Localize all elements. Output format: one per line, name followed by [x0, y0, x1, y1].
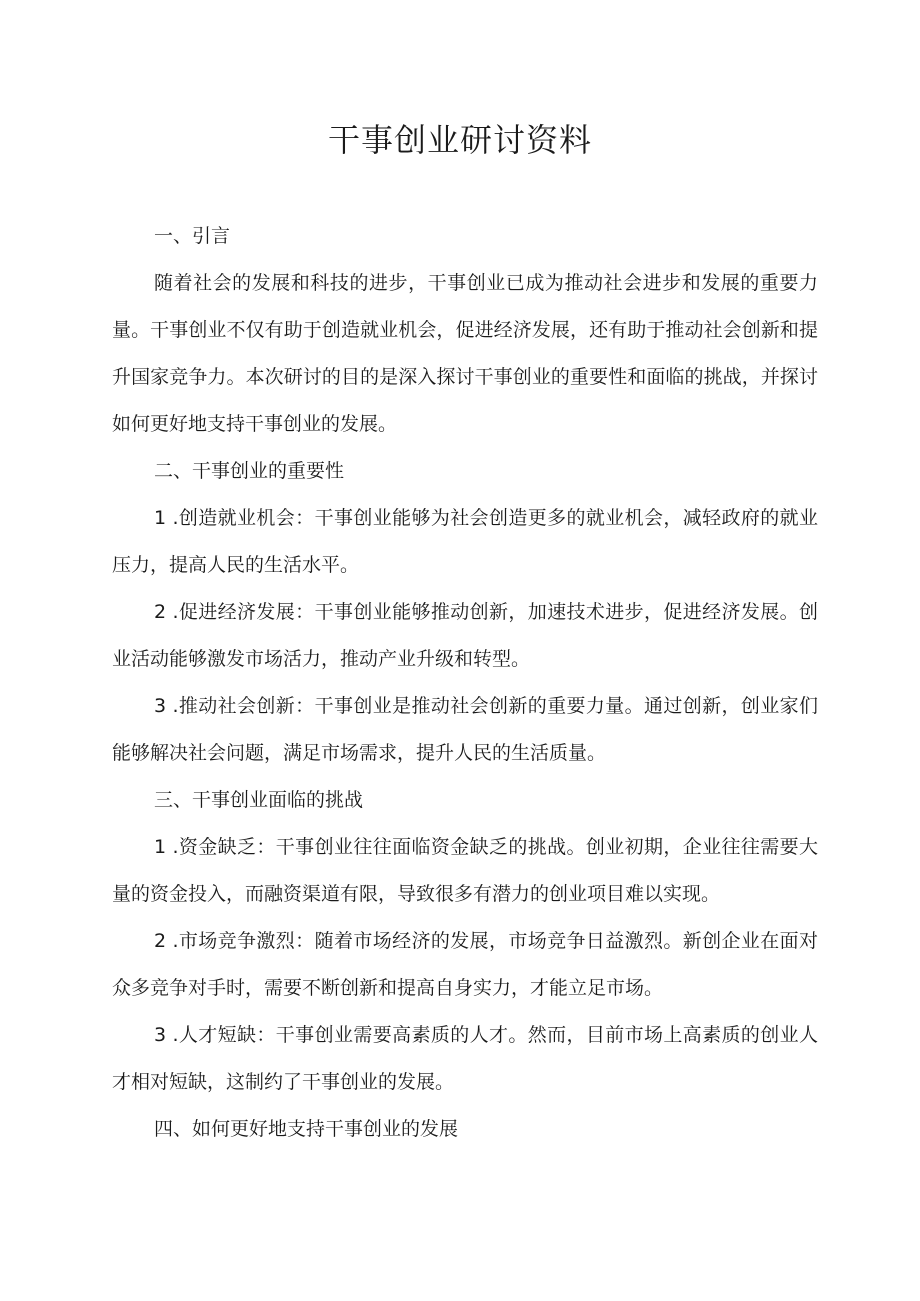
importance-item-2: 2 .促进经济发展：干事创业能够推动创新，加速技术进步，促进经济发展。创业活动能够激发市场活力，推动产业升级和转型。: [112, 601, 818, 670]
section-heading-support: 四、如何更好地支持干事创业的发展: [154, 1118, 459, 1140]
document-title: 干事创业研讨资料: [327, 121, 592, 159]
document-body: [112, 213, 818, 1153]
challenge-item-2: 2 .市场竞争激烈：随着市场经济的发展，市场竞争日益激烈。新创企业在面对众多竞争对手时，需要不断创新和提高自身实力，才能立足市场。: [112, 930, 818, 999]
section-heading-challenges: 三、干事创业面临的挑战: [154, 789, 364, 811]
section-heading-importance: 二、干事创业的重要性: [154, 460, 345, 482]
challenge-item-1: 1 .资金缺乏：干事创业往往面临资金缺乏的挑战。创业初期，企业往往需要大量的资金投入，而融资渠道有限，导致很多有潜力的创业项目难以实现。: [112, 836, 818, 905]
importance-item-1: 1 .创造就业机会：干事创业能够为社会创造更多的就业机会，减轻政府的就业压力，提高人民的生活水平。: [112, 507, 818, 576]
challenge-item-3: 3 .人才短缺：干事创业需要高素质的人才。然而，目前市场上高素质的创业人才相对短缺，这制约了干事创业的发展。: [112, 1024, 818, 1093]
section-heading-intro: 一、引言: [154, 225, 231, 247]
intro-paragraph: 随着社会的发展和科技的进步，干事创业已成为推动社会进步和发展的重要力量。干事创业不仅有助于创造就业机会，促进经济发展，还有助于推动社会创新和提升国家竞争力。本次研讨的目的是深入探讨干事创业的重要性和面临的挑战，并探讨如何更好地支持干事创业的发展。: [112, 272, 818, 435]
importance-item-3: 3 .推动社会创新：干事创业是推动社会创新的重要力量。通过创新，创业家们能够解决社会问题，满足市场需求，提升人民的生活质量。: [112, 695, 818, 764]
